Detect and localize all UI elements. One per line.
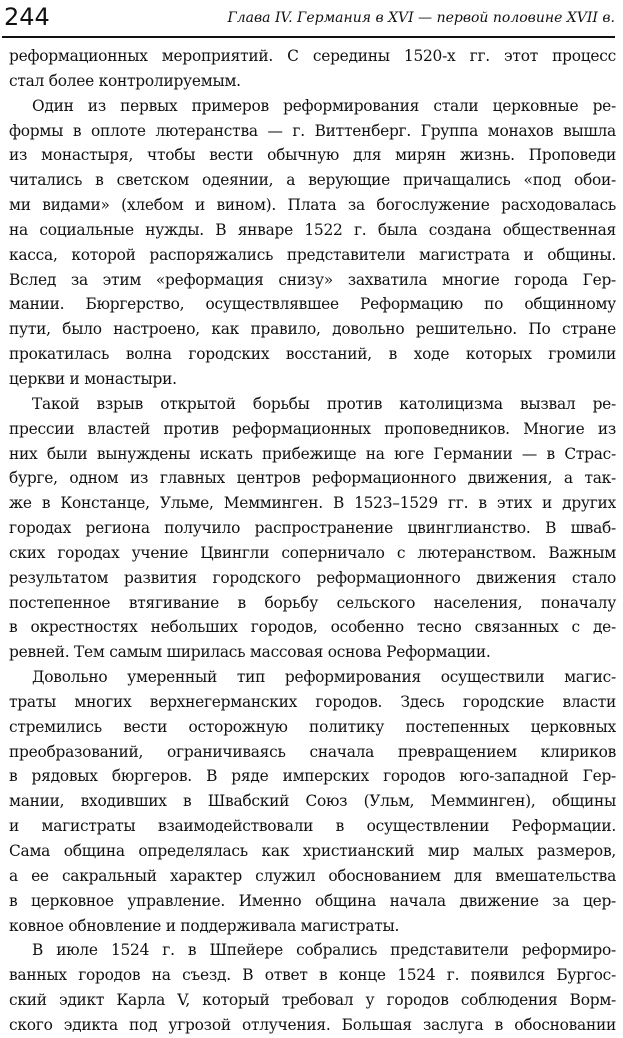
text-line: реформационных мероприятий. С середины 1520-х гг. этот процесс [9,47,616,65]
text-line: в окрестностях небольших городов, особенно тесно связанных с де- [9,618,616,637]
text-line: Такой взрыв открытой борьбы против католицизма вызвал ре- [32,394,616,413]
text-line: пути, было настроено, как правило, довольно решительно. По стране [9,320,616,339]
text-line: ковное обновление и поддерживала магистраты. [9,916,400,935]
text-line: формы в оплоте лютеранства — г. Виттенберг. Группа монахов вышла [9,121,616,140]
text-line: прессии властей против реформационных проповедников. Многие из [9,419,616,438]
text-line: мании. Бюргерство, осуществлявшее Реформацию по общинному [9,295,616,314]
text-line: церкви и монастыри. [9,369,177,388]
page-header [2,2,615,38]
text-line: Довольно умеренный тип реформирования осуществили магис- [32,668,616,687]
text-line: прокатилась волна городских восстаний, в ходе которых громили [9,345,616,364]
text-line: результатом развития городского реформационного движения стало [9,568,616,587]
text-line: бурге, одном из главных центров реформационного движения, а так- [9,469,616,488]
text-line: в церковное управление. Именно община начала движение за цер- [9,891,616,910]
text-line: и магистраты взаимодействовали в осуществлении Реформации. [9,817,616,836]
text-line: ский эдикт Карла V, который требовал у городов соблюдения Ворм- [9,991,616,1010]
text-line: ми видами» (хлебом и вином). Плата за богослужение расходовалась [9,196,616,215]
text-line: в рядовых бюргеров. В ряде имперских городов юго-западной Гер- [9,767,616,786]
text-line: ского эдикта под угрозой отлучения. Большая заслуга в обосновании [9,1015,616,1034]
text-line: читались в светском одеянии, а верующие причащались «под обои- [9,171,616,190]
text-line: а ее сакральный характер служил обоснованием для вмешательства [9,866,616,885]
text-line: Вслед за этим «реформация снизу» захватила многие города Гер- [9,270,616,289]
text-line: В июле 1524 г. в Шпейере собрались представители реформиро- [32,941,616,960]
text-line: Один из первых примеров реформирования стали церковные ре- [32,96,616,115]
text-line: ревней. Тем самым ширилась массовая основа Реформации. [9,643,491,662]
text-line: же в Констанце, Ульме, Мемминген. В 1523–1529 гг. в этих и других [9,494,616,513]
text-line: стал более контролируемым. [9,71,241,90]
text-line: мании, входивших в Швабский Союз (Ульм, Мемминген), общины [9,792,616,811]
text-line: траты многих верхнегерманских городов. Здесь городские власти [9,692,616,711]
text-line: из монастыря, чтобы вести обычную для мирян жизнь. Проповеди [9,146,616,165]
text-line: преобразований, ограничиваясь сначала превращением клириков [9,742,616,761]
running-head: Глава IV. Германия в XVI — первой половине XVII в. [227,10,615,26]
body-text [9,44,616,1038]
text-line: постепенное втягивание в борьбу сельского населения, поначалу [9,593,616,612]
page-number: 244 [4,3,50,31]
text-line: касса, которой распоряжались представители магистрата и общины. [9,245,616,264]
text-line: городах региона получило распространение цвинглианство. В шваб- [9,519,616,538]
text-line: ванных городов на съезд. В ответ в конце 1524 г. появился Бургос- [9,966,616,985]
text-line: на социальные нужды. В январе 1522 г. была создана общественная [9,220,616,239]
text-line: них были вынуждены искать прибежище на юге Германии — в Страс- [9,444,616,463]
text-line: стремились вести осторожную политику постепенных церковных [9,717,616,736]
text-line: Сама община определялась как христианский мир малых размеров, [9,842,616,860]
text-line: ских городах учение Цвингли соперничало с лютеранством. Важным [9,543,616,562]
